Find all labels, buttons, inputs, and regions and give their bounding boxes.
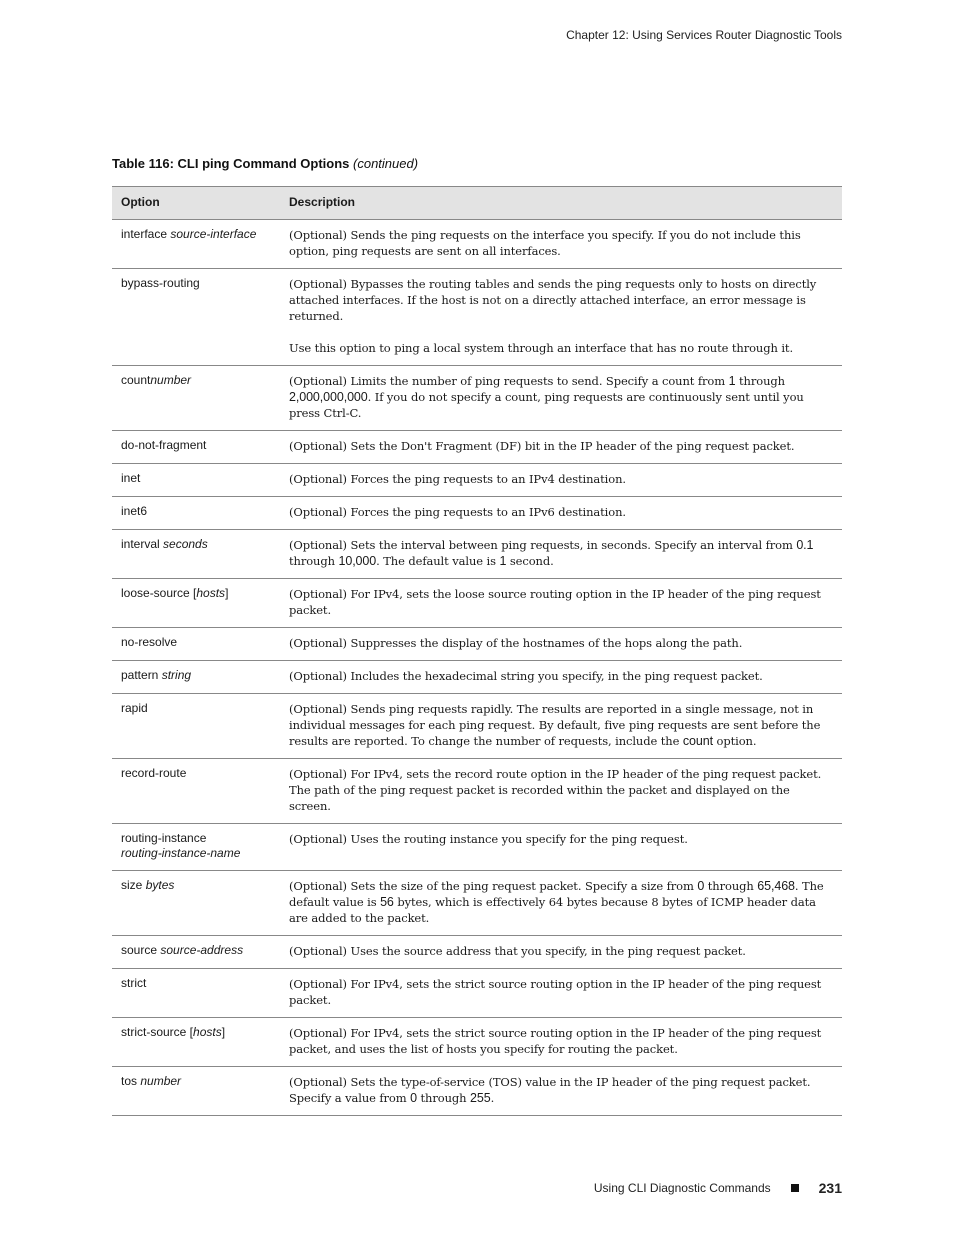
description-text: (Optional) For IPv4, sets the record route option in the IP header of the ping request packet. The path of the ping request packet is recorded within the packet and displayed on the screen. xyxy=(289,767,822,813)
table-continued: (continued) xyxy=(353,156,419,171)
description-text: (Optional) Sends the ping requests on the interface you specify. If you do not include this option, ping requests are sent on all interfaces. xyxy=(289,228,801,258)
description-cell xyxy=(280,220,842,269)
description-text xyxy=(289,701,833,749)
description-text: (Optional) Uses the routing instance you specify for the ping request. xyxy=(289,832,688,846)
table-row xyxy=(112,661,842,694)
table-row xyxy=(112,530,842,579)
option-cell xyxy=(112,579,280,628)
table-caption xyxy=(112,156,418,171)
table-row xyxy=(112,1018,842,1067)
text-run: (Optional) Sets the type-of-service (TOS) value in the IP header of the ping request packet. Specify a value from xyxy=(289,1075,811,1105)
option-keyword: count xyxy=(121,373,151,387)
description-cell xyxy=(280,431,842,464)
value-literal: 56 xyxy=(380,895,394,909)
description-text: (Optional) For IPv4, sets the loose source routing option in the IP header of the ping request packet. xyxy=(289,587,821,617)
text-run: bytes, which is effectively 64 bytes because 8 bytes of ICMP header data are added to the packet. xyxy=(289,895,816,925)
value-literal: 2,000,000,000 xyxy=(289,390,368,404)
description-cell xyxy=(280,579,842,628)
description-cell xyxy=(280,871,842,936)
table-row xyxy=(112,579,842,628)
footer-square-bullet xyxy=(791,1184,799,1192)
options-table xyxy=(112,186,842,1116)
text-run: through xyxy=(704,879,758,893)
option-keyword: routing-instance xyxy=(121,831,207,845)
description-cell xyxy=(280,464,842,497)
option-cell xyxy=(112,530,280,579)
table-row xyxy=(112,694,842,759)
table-row xyxy=(112,969,842,1018)
text-run: . The default value is xyxy=(289,879,824,909)
description-cell xyxy=(280,366,842,431)
table-row xyxy=(112,220,842,269)
description-text: (Optional) Suppresses the display of the hostnames of the hops along the path. xyxy=(289,636,743,650)
option-bracket: ] xyxy=(225,586,229,600)
footer-section-title: Using CLI Diagnostic Commands xyxy=(593,1181,771,1195)
description-cell xyxy=(280,824,842,871)
table-header-row xyxy=(112,187,842,220)
value-literal: count xyxy=(682,734,713,748)
description-text xyxy=(289,878,833,926)
option-keyword: bypass-routing xyxy=(121,276,200,290)
option-arg: hosts xyxy=(193,1025,222,1039)
option-keyword: loose-source [ xyxy=(121,586,197,600)
option-arg: source-address xyxy=(160,943,244,957)
description-cell xyxy=(280,530,842,579)
column-header-description: Description xyxy=(280,187,842,220)
option-keyword: interface xyxy=(121,227,171,241)
option-cell xyxy=(112,1067,280,1116)
text-run: option. xyxy=(712,734,757,748)
option-arg: number xyxy=(140,1074,182,1088)
option-keyword: do-not-fragment xyxy=(121,438,207,452)
option-cell xyxy=(112,824,280,871)
description-cell xyxy=(280,694,842,759)
description-cell xyxy=(280,936,842,969)
description-text xyxy=(289,1074,833,1106)
option-keyword: no-resolve xyxy=(121,635,178,649)
option-keyword: inet6 xyxy=(121,504,148,518)
description-cell xyxy=(280,759,842,824)
description-text: (Optional) For IPv4, sets the strict source routing option in the IP header of the ping request packet, and uses the list of hosts you specify for routing the packet. xyxy=(289,1026,822,1056)
table-row xyxy=(112,431,842,464)
text-run: . xyxy=(490,1091,495,1105)
value-literal: 0 xyxy=(410,1091,417,1105)
option-arg: bytes xyxy=(145,878,175,892)
value-literal: 1 xyxy=(499,554,507,568)
table-row xyxy=(112,497,842,530)
description-cell xyxy=(280,269,842,366)
description-cell xyxy=(280,1067,842,1116)
description-text xyxy=(289,537,833,569)
option-bracket: ] xyxy=(221,1025,226,1039)
value-literal: 10,000 xyxy=(338,554,377,568)
option-cell xyxy=(112,269,280,366)
page-footer xyxy=(594,1180,842,1196)
option-cell xyxy=(112,969,280,1018)
table-row xyxy=(112,759,842,824)
table-row xyxy=(112,464,842,497)
text-run: second. xyxy=(506,554,554,568)
option-cell xyxy=(112,366,280,431)
option-cell xyxy=(112,694,280,759)
description-text: (Optional) Includes the hexadecimal string you specify, in the ping request packet. xyxy=(289,669,763,683)
option-cell xyxy=(112,464,280,497)
option-cell xyxy=(112,661,280,694)
option-keyword: strict-source [ xyxy=(121,1025,194,1039)
description-cell xyxy=(280,661,842,694)
option-keyword: pattern xyxy=(121,668,162,682)
table-row xyxy=(112,936,842,969)
value-literal: 65,468 xyxy=(757,879,795,893)
table-title: Table 116: CLI ping Command Options xyxy=(112,156,350,171)
option-arg: number xyxy=(150,373,192,387)
text-run: through xyxy=(735,374,785,388)
description-text: (Optional) Forces the ping requests to an IPv6 destination. xyxy=(289,505,626,519)
column-header-option: Option xyxy=(112,187,280,220)
text-run: . The default value is xyxy=(376,554,500,568)
description-text xyxy=(289,373,833,421)
option-cell xyxy=(112,497,280,530)
value-literal: 255 xyxy=(470,1091,491,1105)
description-text: (Optional) Forces the ping requests to an IPv4 destination. xyxy=(289,472,626,486)
description-text: Use this option to ping a local system through an interface that has no route through it. xyxy=(289,341,794,355)
table-row xyxy=(112,824,842,871)
option-keyword: rapid xyxy=(121,701,148,715)
text-run: through xyxy=(416,1091,471,1105)
table-row xyxy=(112,1067,842,1116)
option-cell xyxy=(112,936,280,969)
table-row xyxy=(112,366,842,431)
option-cell xyxy=(112,628,280,661)
table-row xyxy=(112,871,842,936)
description-text: (Optional) Sets the Don't Fragment (DF) bit in the IP header of the ping request packet. xyxy=(289,439,795,453)
text-run: (Optional) Sets the size of the ping request packet. Specify a size from xyxy=(289,879,698,893)
description-cell xyxy=(280,628,842,661)
page-number: 231 xyxy=(818,1180,842,1196)
text-run: (Optional) Limits the number of ping requests to send. Specify a count from xyxy=(289,374,729,388)
description-text: (Optional) For IPv4, sets the strict source routing option in the IP header of the ping request packet. xyxy=(289,977,822,1007)
option-arg: source-interface xyxy=(170,227,257,241)
table-row xyxy=(112,628,842,661)
option-arg: seconds xyxy=(163,537,208,551)
description-cell xyxy=(280,497,842,530)
option-keyword: source xyxy=(121,943,161,957)
description-text: (Optional) Bypasses the routing tables and sends the ping requests only to hosts on directly attached interfaces. If the host is not on a directly attached interface, an error message is returned. xyxy=(289,277,817,323)
option-cell xyxy=(112,220,280,269)
description-text: (Optional) Uses the source address that you specify, in the ping request packet. xyxy=(289,944,746,958)
table-row xyxy=(112,269,842,366)
value-literal: 1 xyxy=(728,374,736,388)
text-run: through xyxy=(289,554,339,568)
text-run: (Optional) Sets the interval between ping requests, in seconds. Specify an interval from xyxy=(289,538,797,552)
text-run: . If you do not specify a count, ping requests are continuously sent until you press Ctrl-C. xyxy=(289,390,804,420)
option-keyword: record-route xyxy=(121,766,187,780)
option-arg: string xyxy=(161,668,192,682)
option-keyword: size xyxy=(121,878,146,892)
option-cell xyxy=(112,759,280,824)
option-arg: hosts xyxy=(196,586,226,600)
option-cell xyxy=(112,871,280,936)
text-run: (Optional) Sends ping requests rapidly. The results are reported in a single message, not in individual messages for each ping request. By default, five ping requests are sent before the results are reported. To change the number of requests, include the xyxy=(289,702,821,748)
option-keyword: interval xyxy=(121,537,164,551)
description-cell xyxy=(280,1018,842,1067)
option-keyword: tos xyxy=(121,1074,141,1088)
running-header: Chapter 12: Using Services Router Diagnostic Tools xyxy=(566,28,842,42)
option-cell xyxy=(112,1018,280,1067)
option-keyword: inet xyxy=(121,471,141,485)
value-literal: 0 xyxy=(697,879,705,893)
description-cell xyxy=(280,969,842,1018)
option-cell xyxy=(112,431,280,464)
option-arg: routing-instance-name xyxy=(121,846,241,860)
option-keyword: strict xyxy=(121,976,147,990)
value-literal: 0.1 xyxy=(796,538,814,552)
